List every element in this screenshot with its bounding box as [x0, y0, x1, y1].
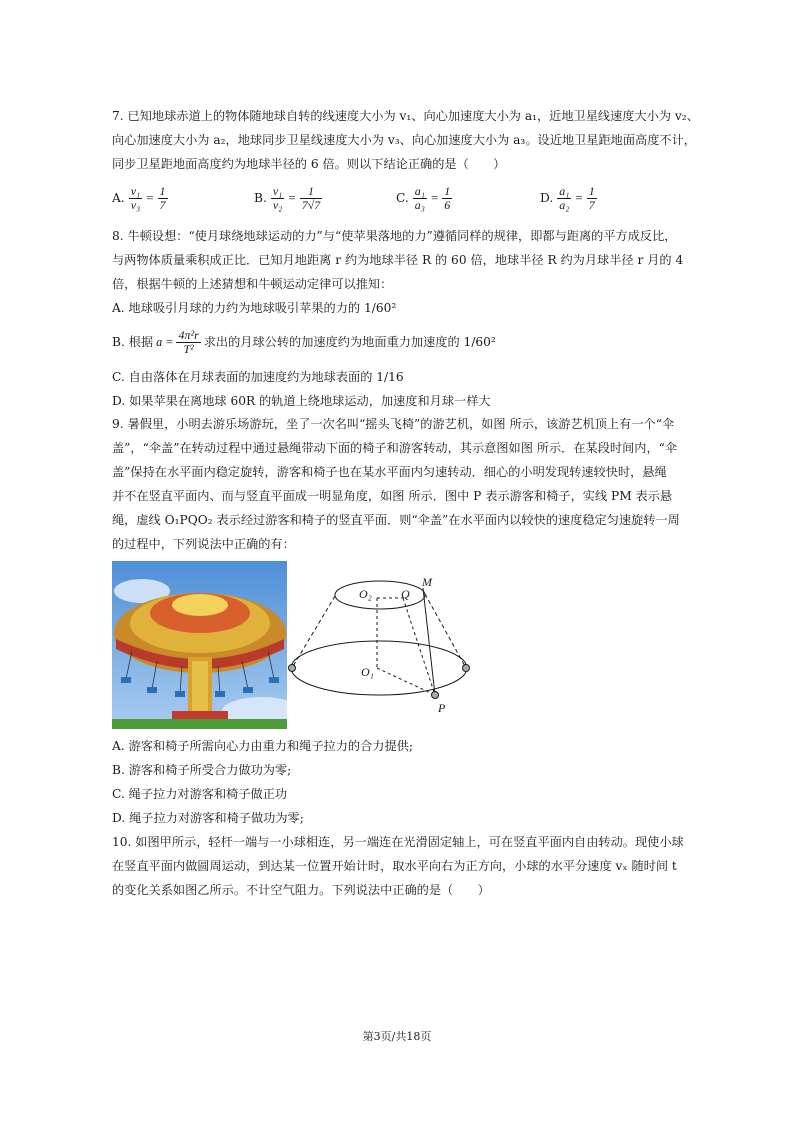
q7-option-b: B. $\frac{\text{v₁}}{\text{v₂}}$ = $\frac{1}{7√7}$ [254, 183, 321, 212]
q8-option-b: B. 根据 a = $\frac{\text{4π²r}}{\text{T²}}$ 求出的月球公转的加速度约为地面重力加速度的 1/60² [112, 327, 496, 356]
fraction: $\frac{\text{4π²r}}{\text{T²}}$ [178, 327, 199, 356]
q9-option-a: A. 游客和椅子所需向心力由重力和绳子拉力的合力提供; [112, 739, 413, 753]
seat-right [463, 665, 470, 672]
option-label: A. [112, 191, 125, 205]
q7-line-2: 向心加速度大小为 a₂，地球同步卫星线速度大小为 v₃、向心加速度大小为 a₃。设近地卫星距地面高度不计， [112, 133, 696, 147]
fraction: $\frac{1}{7}$ [588, 183, 595, 212]
q7-line-1: 7. 已知地球赤道上的物体随地球自转的线速度大小为 v₁、向心加速度大小为 a₁，近地卫星线速度大小为 v₂、 [112, 109, 699, 123]
q8-line-1: 8. 牛顿设想：“使月球绕地球运动的力”与“使苹果落地的力”遵循同样的规律，即都与距离的平方成反比， [112, 229, 677, 243]
formula-lhs: a = [156, 335, 174, 349]
q8-option-c: C. 自由落体在月球表面的加速度约为地球表面的 1/16 [112, 370, 404, 384]
q10-line-1: 10. 如图甲所示，轻杆一端与一小球相连，另一端连在光滑固定轴上，可在竖直平面内自由转动。现使小球 [112, 835, 684, 849]
page-footer: 第3页/共18页 [362, 1030, 432, 1043]
label-m: M [422, 575, 432, 589]
label-o1: O₁ [361, 665, 374, 679]
q8-option-a: A. 地球吸引月球的力约为地球吸引苹果的力的 1/60² [112, 301, 397, 315]
q7-option-d: D. $\frac{\text{a₁}}{\text{a₂}}$ = $\frac{1}{7}$ [540, 183, 595, 212]
q9-option-d: D. 绳子拉力对游客和椅子做功为零; [112, 811, 304, 825]
label-q: Q [401, 587, 410, 601]
fraction: $\frac{\text{a₁}}{\text{a₂}}$ [559, 183, 570, 212]
seat-p [432, 692, 439, 699]
swing-ride-diagram [285, 568, 485, 718]
fraction: $\frac{\text{v₁}}{\text{v₃}}$ [130, 183, 141, 212]
fraction: $\frac{1}{7√7}$ [301, 183, 321, 212]
q7-line-3: 同步卫星距地面高度约为地球半径的 6 倍。则以下结论正确的是（ ） [112, 157, 506, 171]
q9-line-2: 盖”，“伞盖”在转动过程中通过悬绳带动下面的椅子和游客转动，其示意图如图 所示．在某段时间内，“伞 [112, 441, 678, 455]
q9-option-c: C. 绳子拉力对游客和椅子做正功 [112, 787, 288, 801]
q8-line-3: 倍，根据牛顿的上述猜想和牛顿运动定律可以推知： [112, 277, 393, 291]
option-label: D. [540, 191, 554, 205]
fraction: $\frac{\text{v₁}}{\text{v₂}}$ [272, 183, 283, 212]
option-label: B. [254, 191, 267, 205]
q8-line-2: 与两物体质量乘积成正比．已知月地距离 r 约为地球半径 R 的 60 倍，地球半径 R 约为月球半径 r 月的 4 [112, 253, 684, 267]
label-o2: O₂ [359, 587, 372, 601]
q9-line-6: 的过程中，下列说法中正确的有： [112, 537, 295, 551]
q9-line-1: 9. 暑假里，小明去游乐场游玩，坐了一次名叫“摇头飞椅”的游艺机，如图 所示，该游艺机顶上有一个“伞 [112, 417, 675, 431]
swing-ride-photo [112, 561, 287, 729]
seat-left [289, 665, 296, 672]
label-p: P [438, 701, 446, 715]
q7-option-a: A. $\frac{\text{v₁}}{\text{v₃}}$ = $\frac{1}{7}$ [112, 183, 166, 212]
fraction: $\frac{\text{a₁}}{\text{a₃}}$ [414, 183, 425, 212]
q10-line-3: 的变化关系如图乙所示。不计空气阻力。下列说法中正确的是（ ） [112, 883, 490, 897]
q8-option-d: D. 如果苹果在离地球 60R 的轨道上绕地球运动，加速度和月球一样大 [112, 394, 491, 408]
q10-line-2: 在竖直平面内做圆周运动，到达某一位置开始计时，取水平向右为正方向，小球的水平分速度 vₓ 随时间 t [112, 859, 677, 873]
q9-line-3: 盖”保持在水平面内稳定旋转，游客和椅子也在某水平面内匀速转动．细心的小明发现转速较快时，悬绳 [112, 465, 667, 479]
option-label: C. [396, 191, 409, 205]
fraction: $\frac{1}{7}$ [159, 183, 166, 212]
q9-option-b: B. 游客和椅子所受合力做功为零; [112, 763, 292, 777]
q9-line-5: 绳，虚线 O₁PQO₂ 表示经过游客和椅子的竖直平面．则“伞盖”在水平面内以较快的速度稳定匀速旋转一周 [112, 513, 680, 527]
fraction: $\frac{1}{6}$ [444, 183, 451, 212]
q9-line-4: 并不在竖直平面内、而与竖直平面成一明显角度，如图 所示．图中 P 表示游客和椅子，实线 PM 表示悬 [112, 489, 673, 503]
q7-option-c: C. $\frac{\text{a₁}}{\text{a₃}}$ = $\frac{1}{6}$ [396, 183, 451, 212]
